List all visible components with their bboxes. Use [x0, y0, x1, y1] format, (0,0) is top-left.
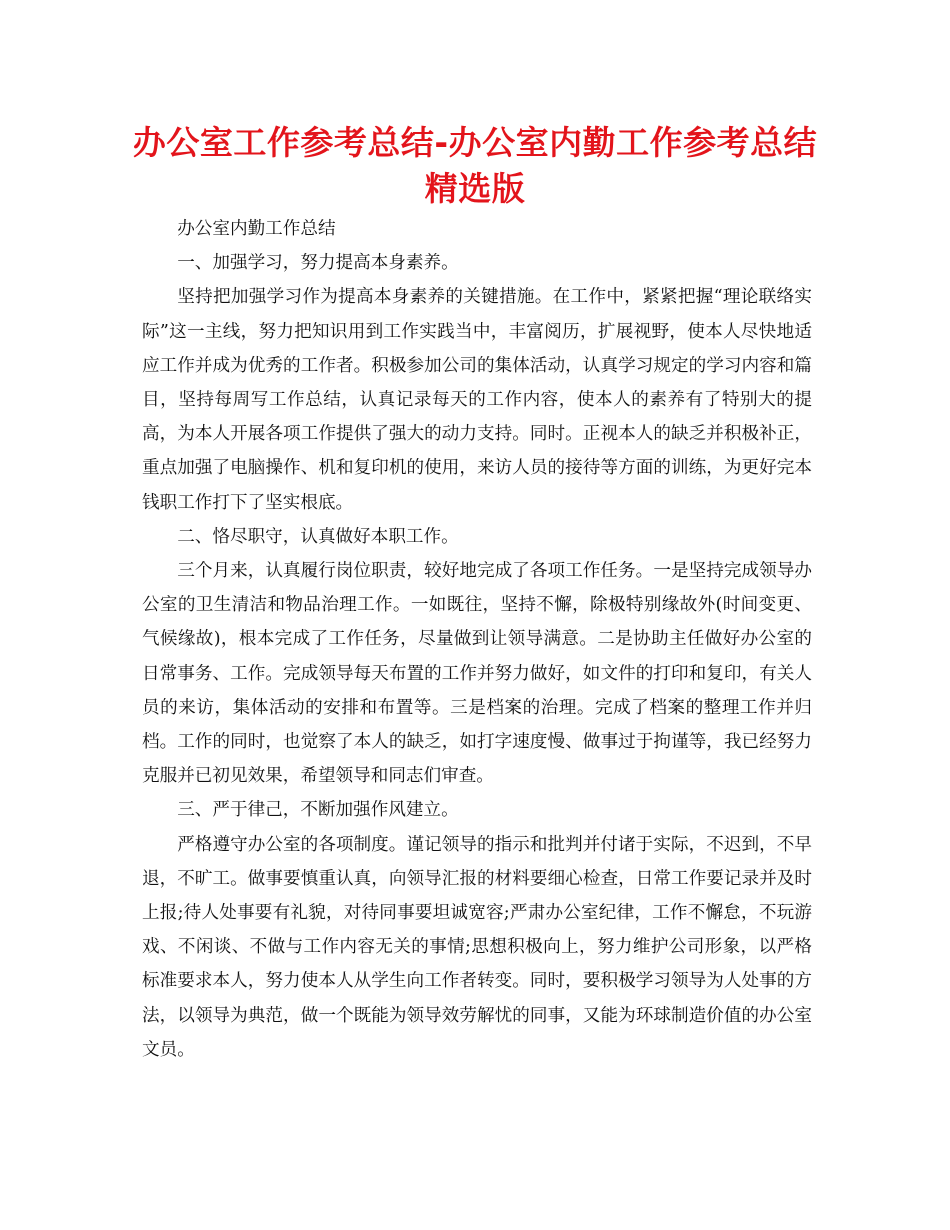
body-paragraph-3: 严格遵守办公室的各项制度。谨记领导的指示和批判并付诸于实际，不迟到，不早退，不旷工。做事要慎重认真，向领导汇报的材料要细心检查，日常工作要记录并及时上报;待人处事要有礼貌，对待同事要坦诚宽容;严肃办公室纪律，工作不懈怠，不玩游戏、不闲谈、不做与工作内容无关的事情;思想积极向上，努力维护公司形象，以严格标准要求本人，努力使本人从学生向工作者转变。同时，要积极学习领导为人处事的方法，以领导为典范，做一个既能为领导效劳解忧的同事，又能为环球制造价值的办公室文员。: [142, 834, 812, 1060]
body-paragraph-2: 三个月来，认真履行岗位职责，较好地完成了各项工作任务。一是坚持完成领导办公室的卫生清洁和物品治理工作。一如既往，坚持不懈，除极特别缘故外(时间变更、气候缘故)，根本完成了工作任务，尽量做到让领导满意。二是协助主任做好办公室的日常事务、工作。完成领导每天布置的工作并努力做好，如文件的打印和复印，有关人员的来访，集体活动的安排和布置等。三是档案的治理。完成了档案的整理工作并归档。工作的同时，也觉察了本人的缺乏，如打字速度慢、做事过于拘谨等，我已经努力克服并已初见效果，希望领导和同志们审查。: [142, 561, 812, 787]
document-body: [142, 212, 812, 1067]
section-heading-main: 办公室内勤工作总结: [177, 219, 336, 239]
document-title: 办公室工作参考总结-办公室内勤工作参考总结精选版: [132, 123, 818, 208]
section-heading-2: 二、恪尽职守，认真做好本职工作。: [177, 526, 459, 547]
section-heading-1: 一、加强学习，努力提高本身素养。: [177, 253, 459, 274]
body-paragraph-1: 坚持把加强学习作为提高本身素养的关键措施。在工作中，紧紧把握“理论联络实际”这一主线，努力把知识用到工作实践当中，丰富阅历，扩展视野，使本人尽快地适应工作并成为优秀的工作者。积极参加公司的集体活动，认真学习规定的学习内容和篇目，坚持每周写工作总结，认真记录每天的工作内容，使本人的素养有了特别大的提高，为本人开展各项工作提供了强大的动力支持。同时。正视本人的缺乏并积极补正，重点加强了电脑操作、机和复印机的使用，来访人员的接待等方面的训练，为更好完本钱职工作打下了坚实根底。: [142, 287, 812, 513]
section-heading-3: 三、严于律己，不断加强作风建立。: [177, 800, 459, 821]
